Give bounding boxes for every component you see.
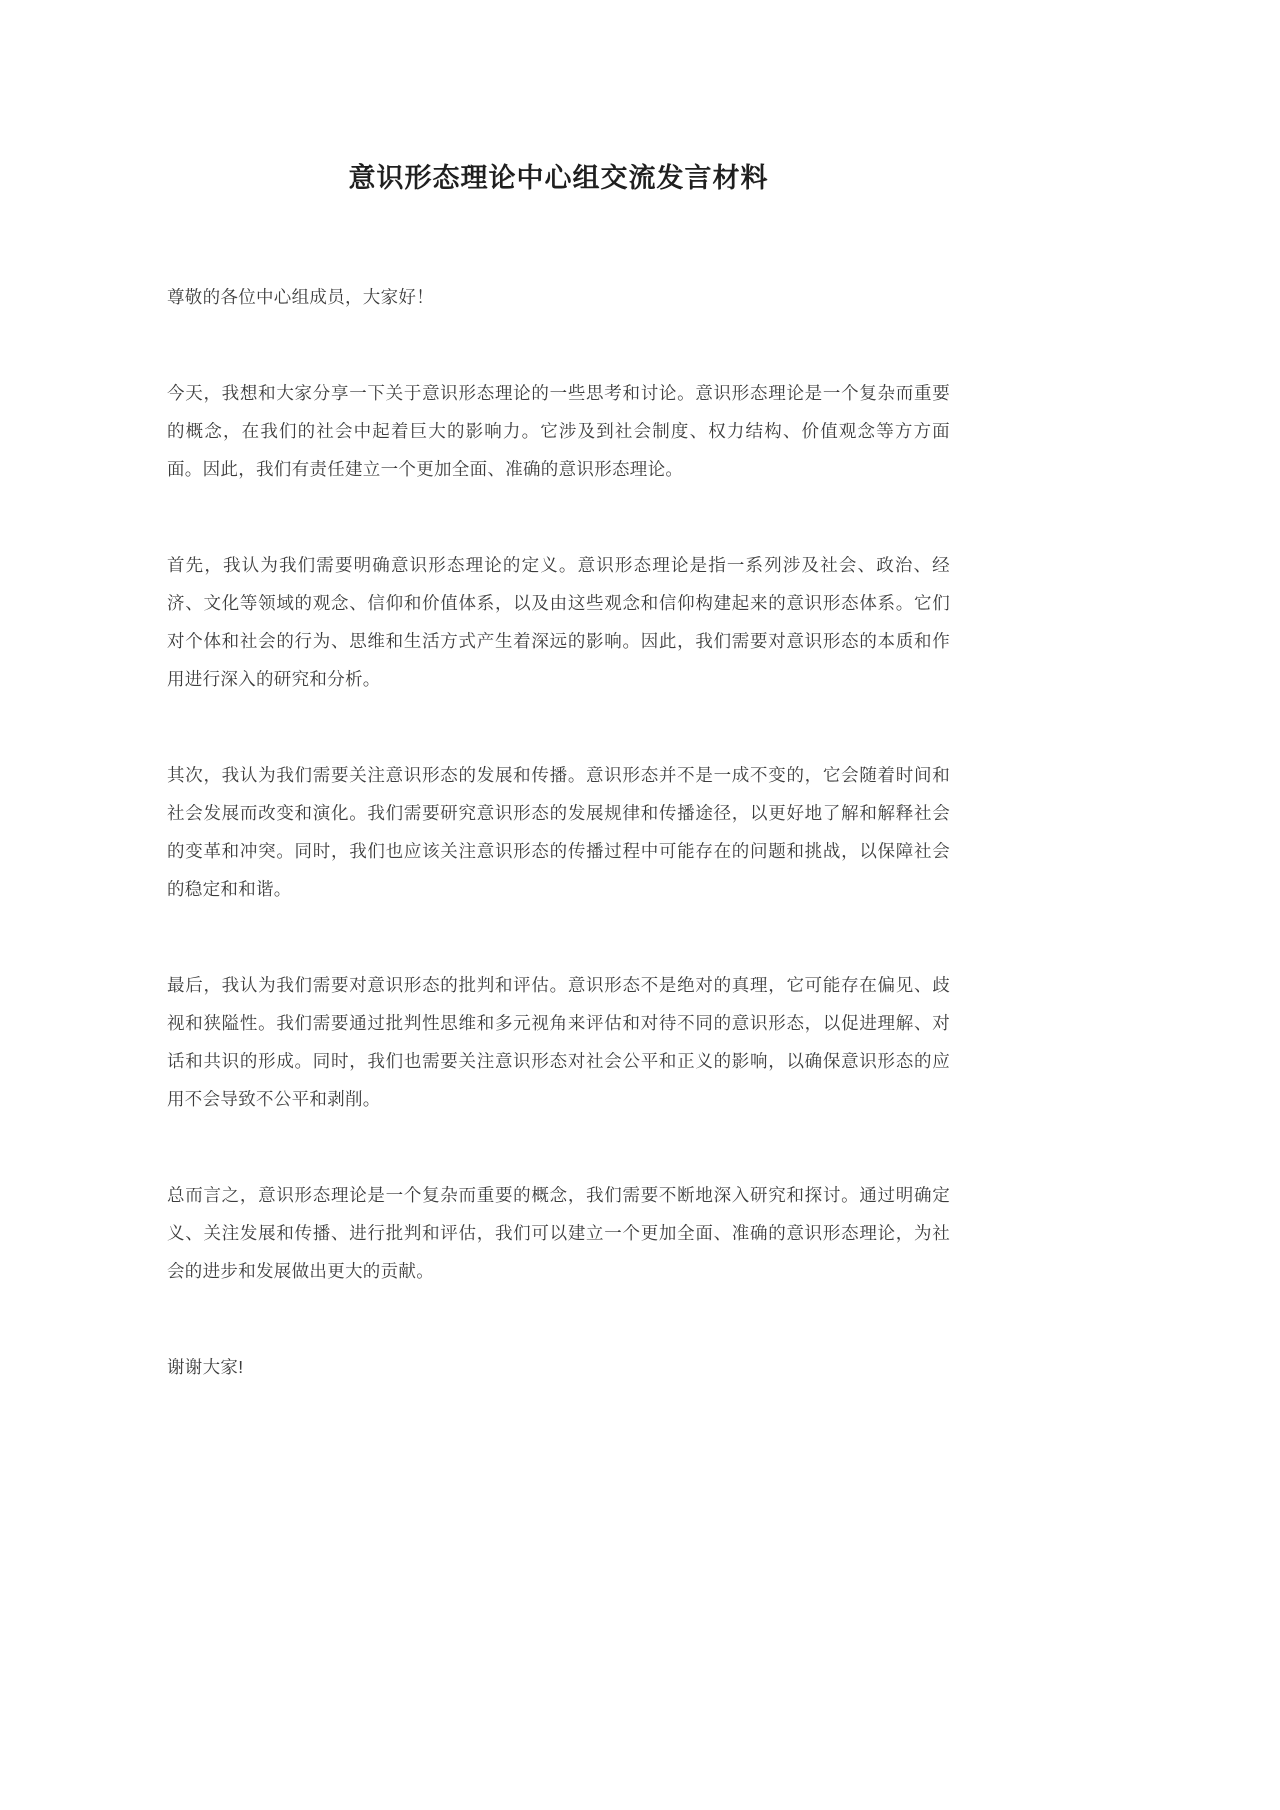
paragraph-first-point: 首先，我认为我们需要明确意识形态理论的定义。意识形态理论是指一系列涉及社会、政治、经济、文化等领域的观念、信仰和价值体系，以及由这些观念和信仰构建起来的意识形态体系。它们对个体和社会的行为、思维和生活方式产生着深远的影响。因此，我们需要对意识形态的本质和作用进行深入的研究和分析。 [167,554,950,689]
paragraph-conclusion: 总而言之，意识形态理论是一个复杂而重要的概念，我们需要不断地深入研究和探讨。通过明确定义、关注发展和传播、进行批判和评估，我们可以建立一个更加全面、准确的意识形态理论，为社会的进步和发展做出更大的贡献。 [167,1184,950,1281]
paragraph-third-point: 最后，我认为我们需要对意识形态的批判和评估。意识形态不是绝对的真理，它可能存在偏见、歧视和狭隘性。我们需要通过批判性思维和多元视角来评估和对待不同的意识形态，以促进理解、对话和共识的形成。同时，我们也需要关注意识形态对社会公平和正义的影响，以确保意识形态的应用不会导致不公平和剥削。 [167,974,950,1109]
paragraph-greeting: 尊敬的各位中心组成员，大家好！ [167,286,434,307]
paragraph-second-point: 其次，我认为我们需要关注意识形态的发展和传播。意识形态并不是一成不变的，它会随着时间和社会发展而改变和演化。我们需要研究意识形态的发展规律和传播途径，以更好地了解和解释社会的变革和冲突。同时，我们也应该关注意识形态的传播过程中可能存在的问题和挑战，以保障社会的稳定和和谐。 [167,764,950,899]
paragraph-intro: 今天，我想和大家分享一下关于意识形态理论的一些思考和讨论。意识形态理论是一个复杂而重要的概念，在我们的社会中起着巨大的影响力。它涉及到社会制度、权力结构、价值观念等方方面面。因此，我们有责任建立一个更加全面、准确的意识形态理论。 [167,382,950,479]
document-title: 意识形态理论中心组交流发言材料 [348,163,769,193]
paragraph-closing: 谢谢大家! [167,1356,244,1377]
